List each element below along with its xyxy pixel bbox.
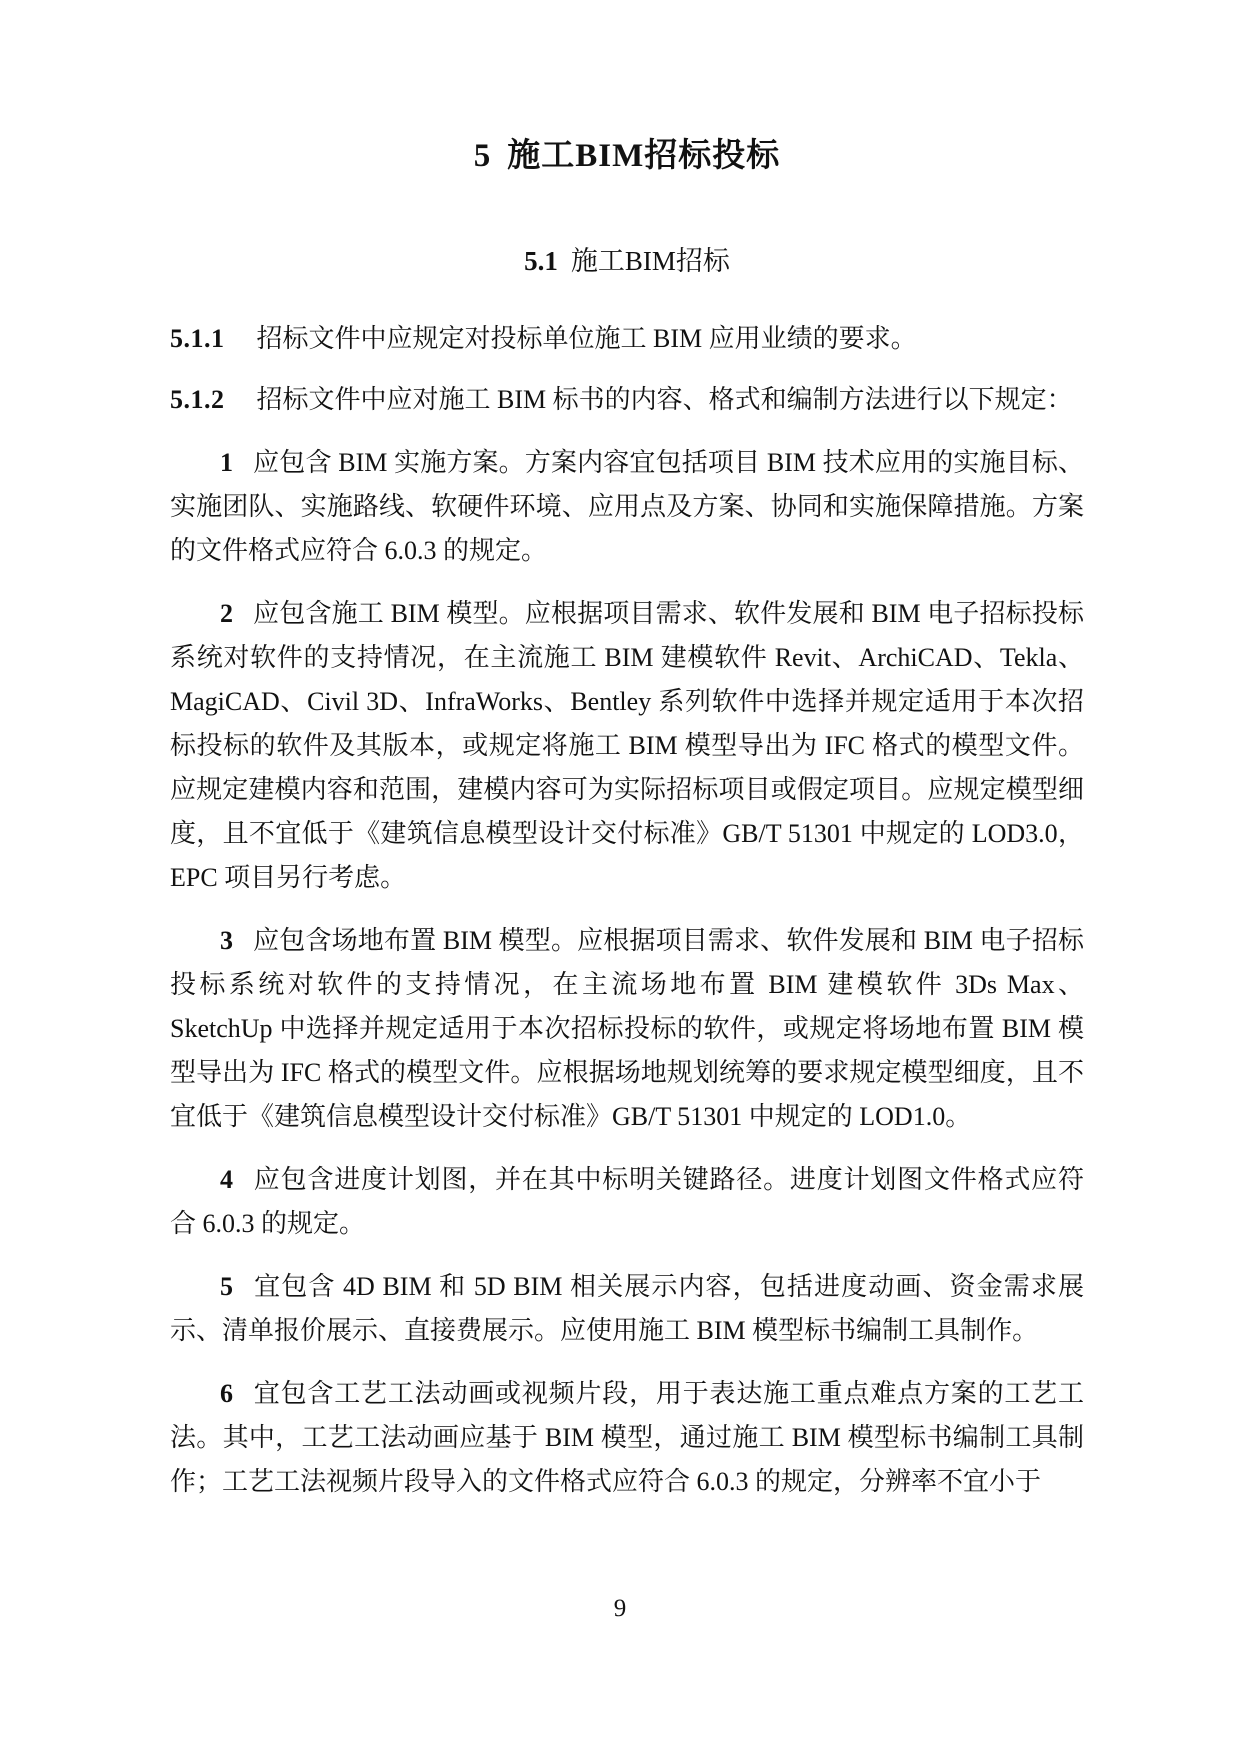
- item-number: 6: [220, 1379, 233, 1408]
- clause-text: 招标文件中应规定对投标单位施工 BIM 应用业绩的要求。: [256, 324, 917, 353]
- item-number: 3: [220, 926, 233, 955]
- body-text: [170, 317, 1084, 1504]
- item-number: 5: [220, 1272, 233, 1301]
- clause-number: 5.1.1: [170, 324, 225, 353]
- chapter-title: [170, 135, 1084, 177]
- list-item-3: [170, 919, 1084, 1139]
- clause-5-1-2: [170, 378, 1084, 422]
- clause-text: 招标文件中应对施工 BIM 标书的内容、格式和编制方法进行以下规定：: [256, 385, 1073, 414]
- item-number: 4: [220, 1165, 233, 1194]
- item-text: 应包含场地布置 BIM 模型。应根据项目需求、软件发展和 BIM 电子招标投标系统对软件的支持情况，在主流场地布置 BIM 建模软件 3Ds Max、SketchUp 中选择并规定适用于本次招标投标的软件，或规定将场地布置 BIM 模型导出为 IFC 格式的模型文件。应根据场地规划统筹的要求规定模型细度，且不宜低于《建筑信息模型设计交付标准》GB/T 51301 中规定的 LOD1.0。: [170, 926, 1084, 1131]
- item-text: 应包含 BIM 实施方案。方案内容宜包括项目 BIM 技术应用的实施目标、实施团队、实施路线、软硬件环境、应用点及方案、协同和实施保障措施。方案的文件格式应符合 6.0.3 的规定。: [170, 448, 1084, 565]
- clause-5-1-1: [170, 317, 1084, 361]
- page-number: 9: [613, 1595, 627, 1622]
- list-item-6: [170, 1372, 1084, 1504]
- chapter-title-text: 施工BIM招标投标: [507, 138, 781, 174]
- chapter-number: 5: [473, 138, 492, 174]
- item-text: 应包含进度计划图，并在其中标明关键路径。进度计划图文件格式应符合 6.0.3 的规定。: [170, 1165, 1084, 1238]
- list-item-4: [170, 1158, 1084, 1246]
- clause-number: 5.1.2: [170, 385, 225, 414]
- list-item-2: [170, 592, 1084, 900]
- section-title: [170, 243, 1084, 279]
- item-number: 2: [220, 599, 233, 628]
- item-number: 1: [220, 448, 233, 477]
- item-text: 宜包含 4D BIM 和 5D BIM 相关展示内容，包括进度动画、资金需求展示、清单报价展示、直接费展示。应使用施工 BIM 模型标书编制工具制作。: [170, 1272, 1084, 1345]
- item-text: 应包含施工 BIM 模型。应根据项目需求、软件发展和 BIM 电子招标投标系统对软件的支持情况，在主流施工 BIM 建模软件 Revit、ArchiCAD、Tekla、MagiCAD、Civil 3D、InfraWorks、Bentley 系列软件中选择并规定适用于本次招标投标的软件及其版本，或规定将施工 BIM 模型导出为 IFC 格式的模型文件。应规定建模内容和范围，建模内容可为实际招标项目或假定项目。应规定模型细度，且不宜低于《建筑信息模型设计交付标准》GB/T 51301 中规定的 LOD3.0，EPC 项目另行考虑。: [170, 599, 1084, 892]
- section-number: 5.1: [524, 246, 558, 276]
- section-title-text: 施工BIM招标: [570, 246, 730, 276]
- list-item-1: [170, 441, 1084, 573]
- item-text: 宜包含工艺工法动画或视频片段，用于表达施工重点难点方案的工艺工法。其中，工艺工法动画应基于 BIM 模型，通过施工 BIM 模型标书编制工具制作；工艺工法视频片段导入的文件格式应符合 6.0.3 的规定，分辨率不宜小于: [170, 1379, 1084, 1496]
- list-item-5: [170, 1265, 1084, 1353]
- page-footer: [0, 1594, 1240, 1754]
